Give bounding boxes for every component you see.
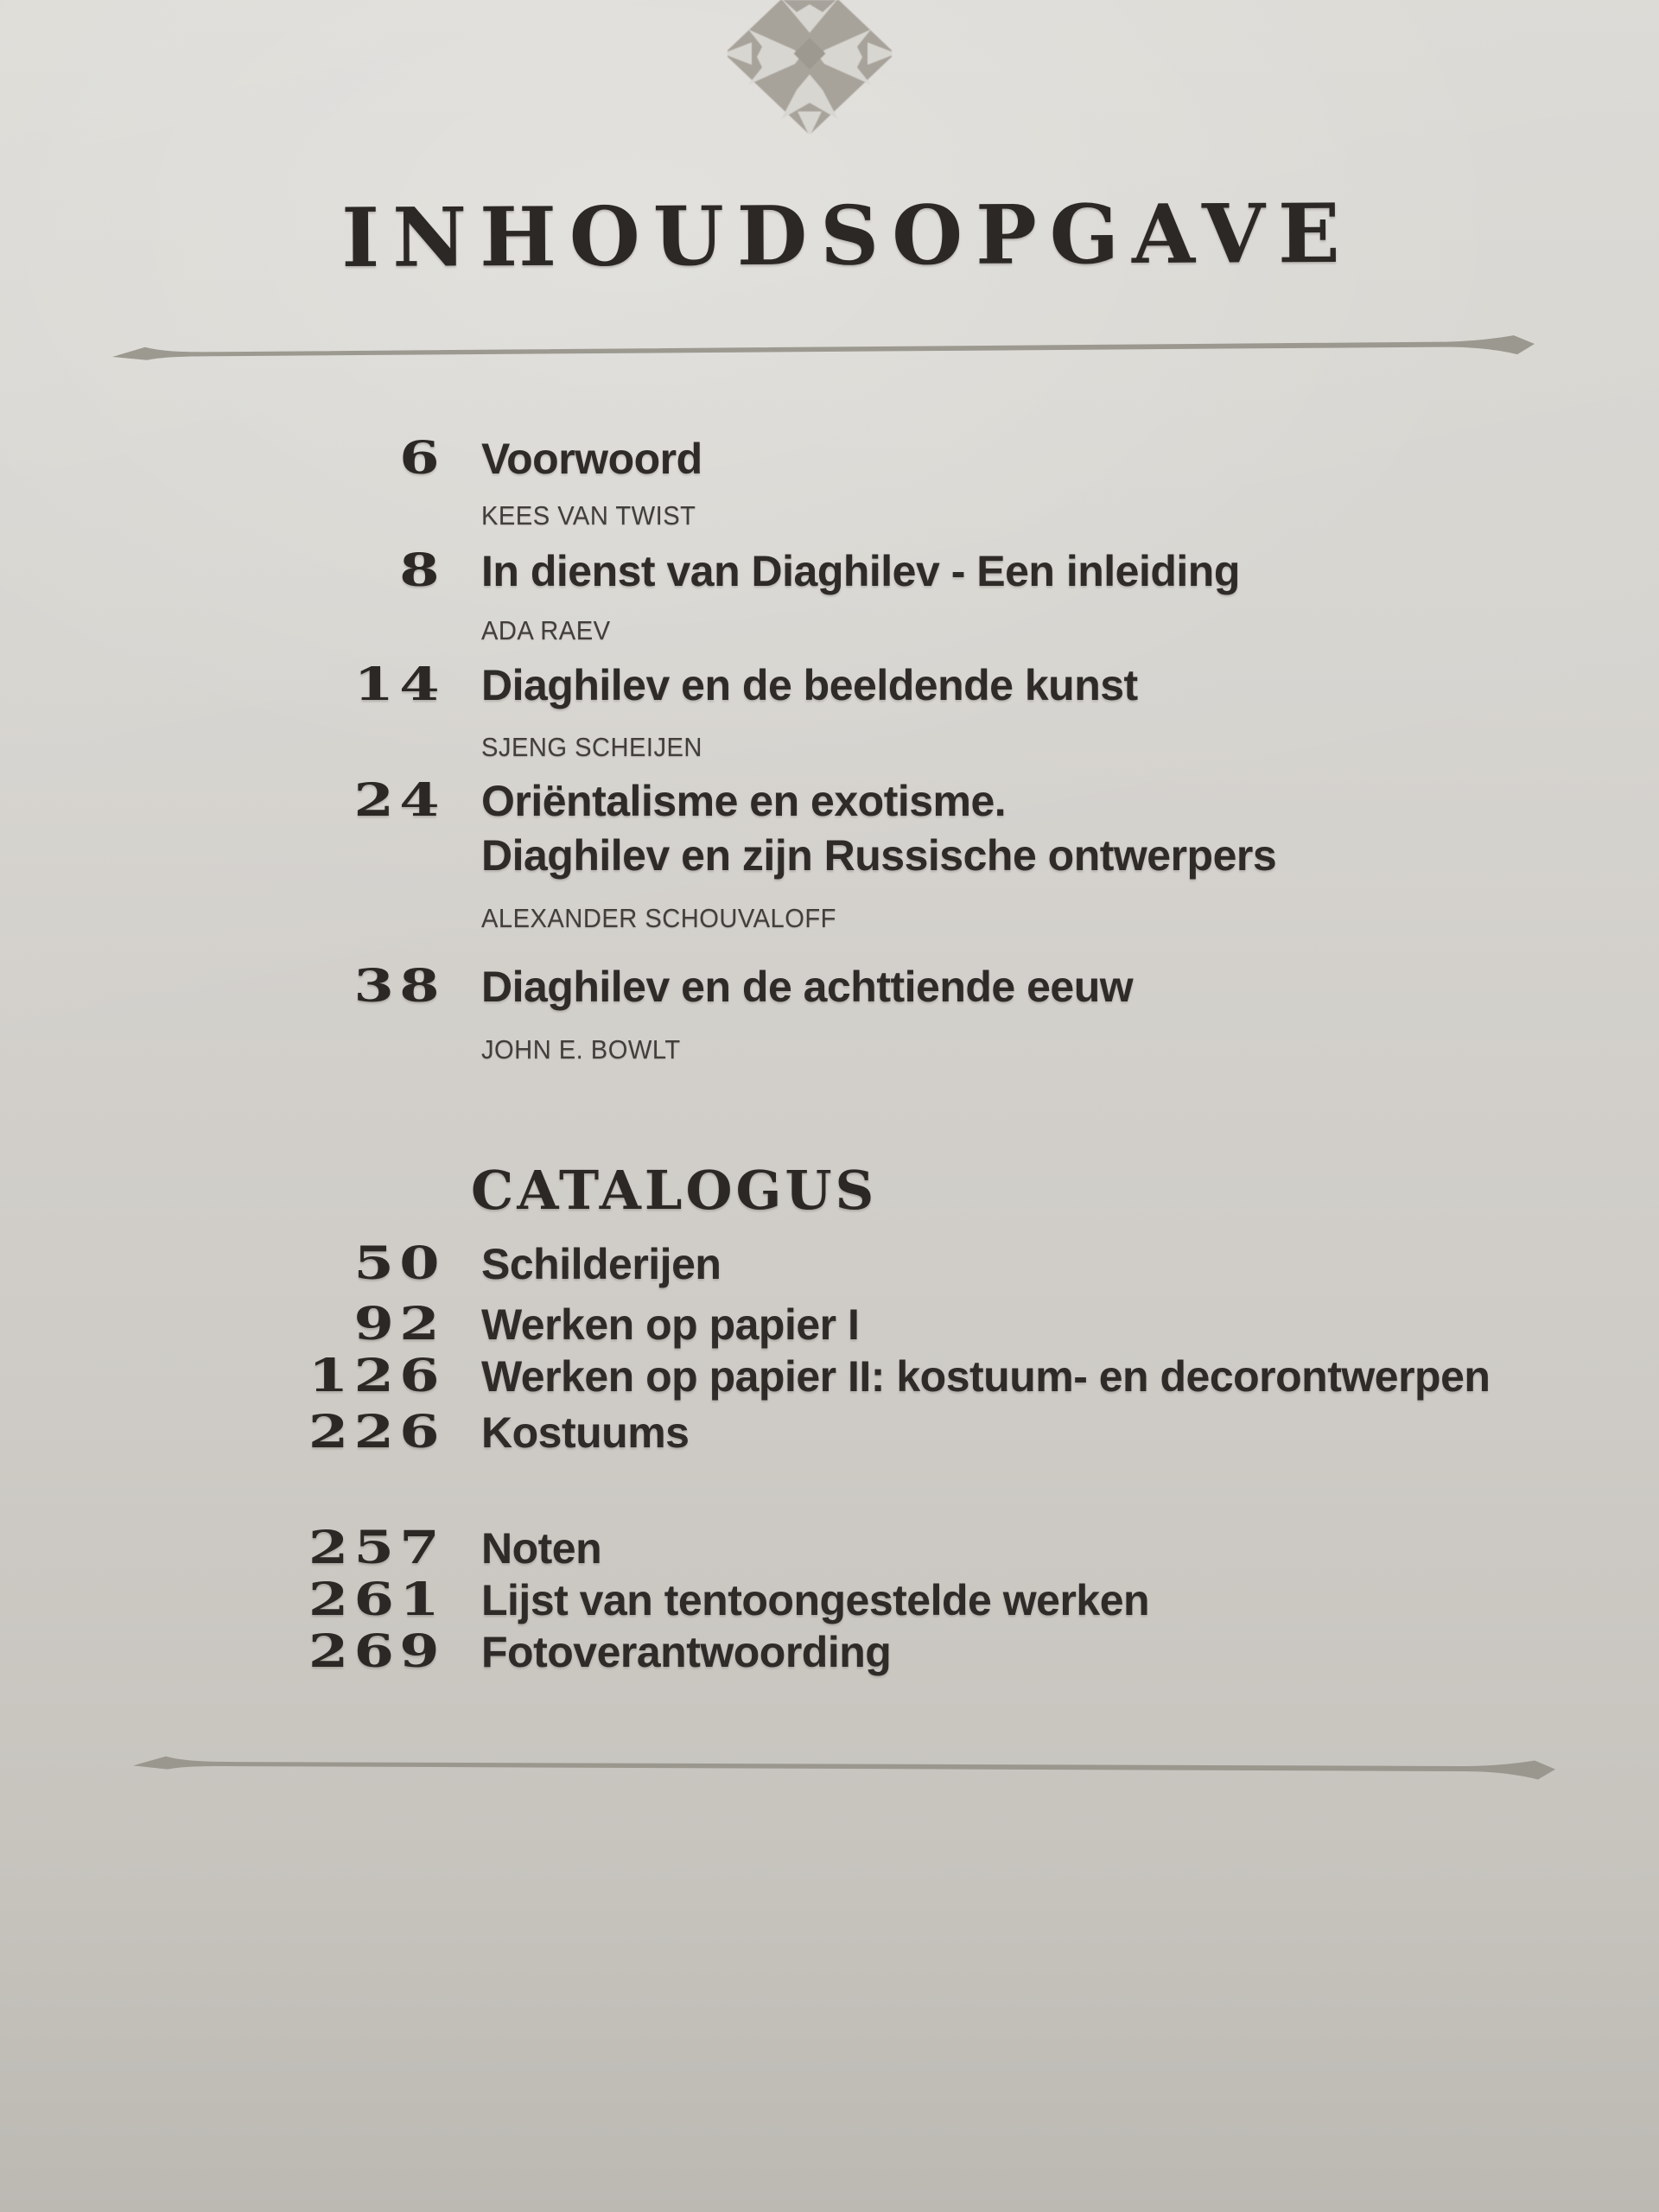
toc-row [0, 1574, 1659, 1628]
toc-entry-title: Schilderijen [481, 1240, 721, 1288]
toc-entry-title: Diaghilev en de beeldende kunst [481, 661, 1138, 709]
toc-row [0, 961, 1659, 1014]
divider-rule-top [111, 334, 1536, 367]
toc-page-number: 38 [353, 960, 445, 1013]
toc-entry-author: ADA RAEV [481, 615, 611, 645]
cross-ornament-icon [728, 0, 892, 134]
toc-row [0, 1522, 1659, 1576]
toc-row [0, 1351, 1659, 1404]
toc-entry-author: SJENG SCHEIJEN [481, 732, 702, 762]
toc-entry-title: In dienst van Diaghilev - Een inleiding [481, 547, 1240, 595]
toc-page-number: 50 [353, 1237, 445, 1290]
toc-row [0, 1407, 1659, 1460]
toc-entry-author: JOHN E. BOWLT [481, 1034, 681, 1065]
toc-row [0, 433, 1659, 486]
divider-rule-bottom [131, 1751, 1557, 1783]
toc-entry-title: Lijst van tentoongestelde werken [481, 1576, 1150, 1624]
toc-row [0, 1299, 1659, 1352]
toc-entry-title: Diaghilev en de achttiende eeuw [481, 963, 1134, 1011]
toc-page-number: 6 [399, 432, 445, 485]
toc-row [0, 1238, 1659, 1292]
toc-row [0, 545, 1659, 599]
toc-entry-title: Werken op papier I [481, 1300, 860, 1349]
toc-entry-title-line2: Diaghilev en zijn Russische ontwerpers [481, 831, 1277, 880]
toc-entry-author: ALEXANDER SCHOUVALOFF [481, 903, 836, 933]
toc-row [0, 659, 1659, 713]
toc-row [0, 1626, 1659, 1680]
toc-entry-title: Oriëntalisme en exotisme. [481, 777, 1007, 825]
toc-page-number: 24 [353, 774, 445, 827]
toc-entry-title: Noten [481, 1524, 602, 1573]
toc-row [0, 775, 1659, 829]
toc-page-number: 226 [308, 1406, 445, 1459]
toc-entry-author: KEES VAN TWIST [481, 500, 696, 531]
toc-page-number: 92 [353, 1298, 445, 1351]
toc-page-number: 14 [353, 658, 445, 711]
toc-entry-title: Fotoverantwoording [481, 1628, 892, 1676]
page-title: INHOUDSOPGAVE [340, 186, 1353, 286]
section-heading-catalogus: CATALOGUS [471, 1159, 878, 1222]
toc-page-number: 8 [399, 544, 445, 597]
toc-entry-title: Voorwoord [481, 435, 702, 483]
toc-entry-title: Kostuums [481, 1408, 690, 1457]
toc-page-number: 126 [308, 1350, 445, 1402]
toc-page-number: 261 [308, 1573, 445, 1626]
toc-page-number: 269 [308, 1625, 445, 1678]
toc-entry-title: Werken op papier II: kostuum- en decorontwerpen [481, 1352, 1491, 1401]
toc-page-number: 257 [308, 1522, 445, 1574]
